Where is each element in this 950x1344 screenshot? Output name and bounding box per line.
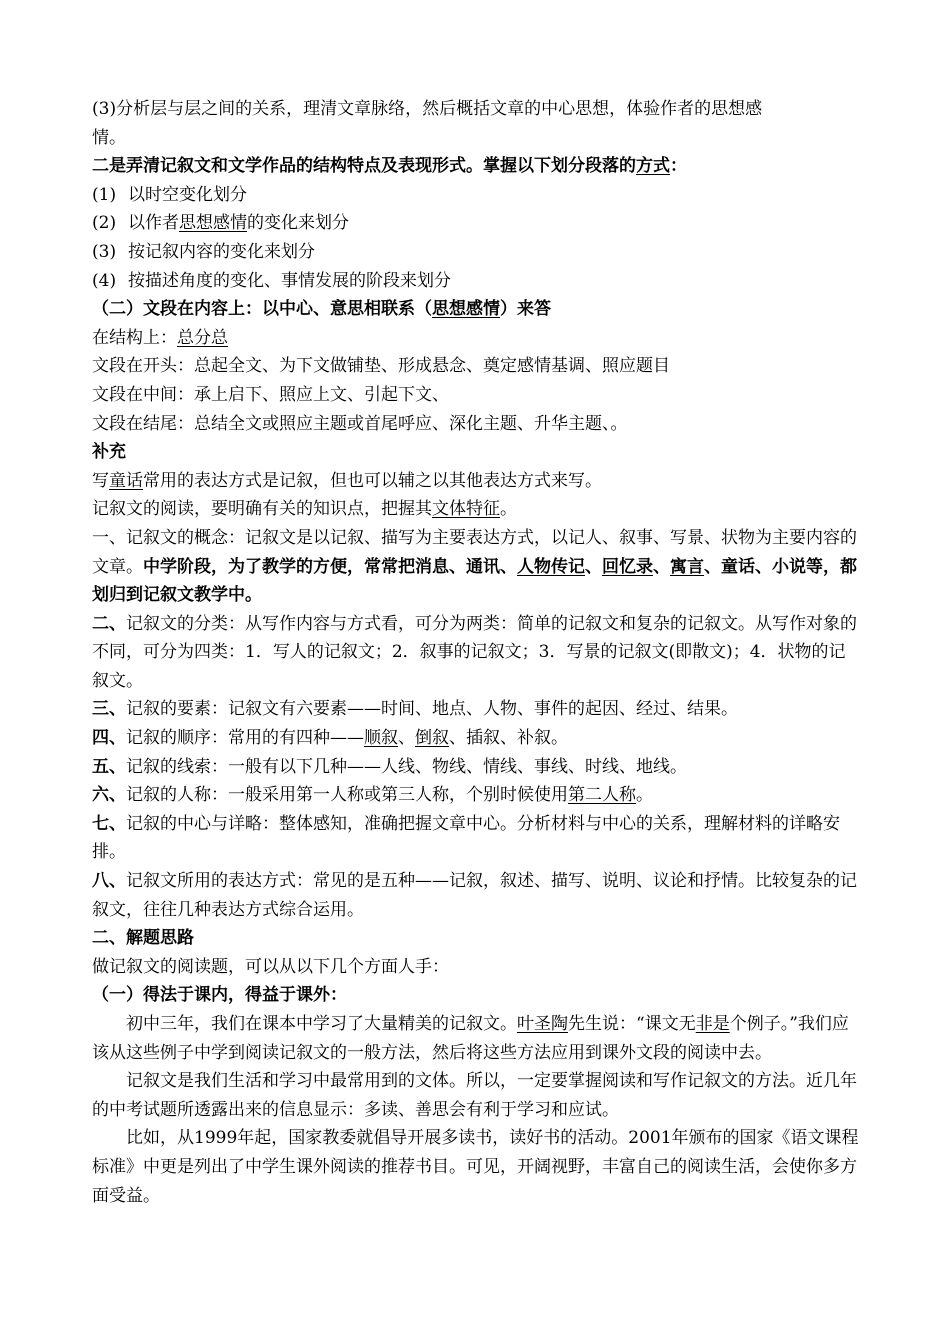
paragraph [92, 867, 862, 924]
list-number: (4) [92, 270, 117, 291]
text: 记叙的顺序：常用的有四种—— [126, 728, 364, 749]
text: 记叙文的阅读，要明确有关的知识点，把握其 [92, 499, 432, 520]
bold-text: 、 [585, 556, 602, 577]
section-heading: 二、解题思路 [92, 928, 194, 949]
paragraph: 文段在中间：承上启下、照应上文、引起下文、 [92, 384, 449, 405]
text: 。 [636, 785, 653, 806]
list-text: 的变化来划分 [247, 213, 349, 234]
item-number: 七、 [92, 813, 126, 834]
underlined-term: 倒叙 [415, 728, 449, 749]
item-number: 八、 [92, 871, 126, 892]
item-number: 三、 [92, 699, 126, 720]
bold-text: 、 [653, 556, 670, 577]
text: 记叙的线索：一般有以下几种——人线、物线、情线、事线、时线、地线。 [126, 756, 687, 777]
list-text: 按描述角度的变化、事情发展的阶段来划分 [128, 270, 451, 291]
list-number: (1) [92, 184, 117, 205]
paragraph: 文段在结尾：总结全文或照应主题或首尾呼应、深化主题、升华主题、。 [92, 413, 628, 434]
underlined-term: 顺叙 [364, 728, 398, 749]
list-text: 以作者 [128, 213, 179, 234]
bold-text: 、童话、小说等，都划归到记叙文教学中。 [92, 556, 857, 606]
text: 个例子。”我们应该从这些例子中学到阅读记叙文的一般方法，然后将这些方法应用到课外文段的阅读中去。 [92, 1014, 849, 1063]
text: 初中三年，我们在课本中学习了大量精美的记叙文。 [126, 1014, 517, 1034]
underlined-term: 非是 [695, 1014, 730, 1034]
paragraph [92, 810, 862, 867]
item-number: 二、 [92, 613, 126, 634]
paragraph: 情。 [92, 127, 126, 148]
list-number: (2) [92, 213, 117, 234]
item-number: 六、 [92, 785, 126, 806]
text: 记叙文所用的表达方式：常见的是五种——记叙，叙述、描写、说明、议论和抒情。比较复杂的记叙文，往往几种表达方式综合运用。 [92, 871, 857, 920]
paragraph [92, 495, 862, 524]
paragraph [92, 695, 862, 724]
heading-text: 二是弄清记叙文和文学作品的结构特点及表现形式。掌握以下划分段落的 [92, 156, 636, 177]
underlined-term: 寓言 [670, 556, 704, 577]
list-text: 按记叙内容的变化来划分 [128, 241, 315, 262]
text: 。 [500, 499, 517, 520]
paragraph [92, 724, 862, 753]
text: 在结构上： [92, 327, 177, 348]
paragraph [92, 781, 862, 810]
item-number: 五、 [92, 756, 126, 777]
underlined-term: 思想感情 [432, 299, 500, 320]
text: 、 [398, 728, 415, 749]
underlined-term: 人物传记 [517, 556, 585, 577]
subheading: （一）得法于课内，得益于课外： [92, 985, 347, 1006]
list-number: (3) [92, 241, 117, 262]
text: 写 [92, 470, 109, 491]
text: 记叙的要素：记叙文有六要素——时间、地点、人物、事件的起因、经过、结果。 [126, 699, 738, 720]
text: 常用的表达方式是记叙，但也可以辅之以其他表达方式来写。 [143, 470, 602, 491]
text: 、插叙、补叙。 [449, 728, 568, 749]
paragraph [92, 1010, 862, 1067]
underlined-term: 叶圣陶 [517, 1014, 568, 1034]
bold-text: 中学阶段，为了教学的方便，常常把消息、通讯、 [143, 556, 517, 577]
heading [92, 152, 862, 181]
underlined-term: 方式 [636, 156, 670, 177]
underlined-term: 文体特征 [432, 499, 500, 520]
underlined-term: 总分总 [177, 327, 228, 348]
list-text: 以时空变化划分 [128, 184, 247, 205]
paragraph [92, 324, 862, 353]
underlined-term: 思想感情 [179, 213, 247, 234]
text: 记叙文的分类：从写作内容与方式看，可分为两类：简单的记叙文和复杂的记叙文。从写作对象的不同，可分为四类：1．写人的记叙文；2．叙事的记叙文；3．写景的记叙文(即散文)；4．状物的记叙文。 [92, 613, 857, 691]
paragraph: (3)分析层与层之间的关系，理清文章脉络，然后概括文章的中心思想，体验作者的思想感 [92, 99, 763, 119]
paragraph [92, 467, 862, 496]
paragraph [92, 610, 862, 696]
underlined-term: 童话 [109, 470, 143, 491]
text: 记叙的中心与详略：整体感知，准确把握文章中心。分析材料与中心的关系，理解材料的详略安排。 [92, 813, 840, 863]
paragraph: 文段在开头：总起全文、为下文做铺垫、形成悬念、奠定感情基调、照应题目 [92, 356, 670, 377]
list-item [92, 238, 862, 267]
underlined-term: 回忆录 [602, 556, 653, 577]
text: 先生说：“课文无 [568, 1014, 696, 1034]
paragraph: 比如，从1999年起，国家教委就倡导开展多读书，读好书的活动。2001年颁布的国家《语文课程标准》中更是列出了中学生课外阅读的推荐书目。可见，开阔视野，丰富自己的阅读生活，会使你多方面受益。 [92, 1128, 859, 1206]
paragraph: 记叙文是我们生活和学习中最常用到的文体。所以，一定要掌握阅读和写作记叙文的方法。近几年的中考试题所透露出来的信息显示：多读、善思会有利于学习和应试。 [92, 1071, 857, 1120]
heading-text: ： [670, 156, 687, 177]
paragraph: 做记叙文的阅读题，可以从以下几个方面人手： [92, 956, 449, 977]
item-number: 四、 [92, 728, 126, 749]
heading [92, 295, 862, 324]
document-page [92, 95, 862, 1210]
text: 记叙的人称：一般采用第一人称或第三人称，个别时候使用 [126, 785, 568, 806]
paragraph [92, 753, 862, 782]
paragraph [92, 524, 862, 610]
list-item [92, 267, 862, 296]
heading-text: ）来答 [500, 299, 551, 320]
list-item [92, 181, 862, 210]
heading-text: （二）文段在内容上：以中心、意思相联系（ [92, 299, 432, 320]
text: 一、记叙文的概念：记叙文是以记叙、描写为主要表达方式，以记人、叙事、写景、状物为主要内容的文章。 [92, 527, 857, 577]
heading: 补充 [92, 442, 126, 463]
list-item [92, 209, 862, 238]
underlined-term: 第二人称 [568, 785, 636, 806]
